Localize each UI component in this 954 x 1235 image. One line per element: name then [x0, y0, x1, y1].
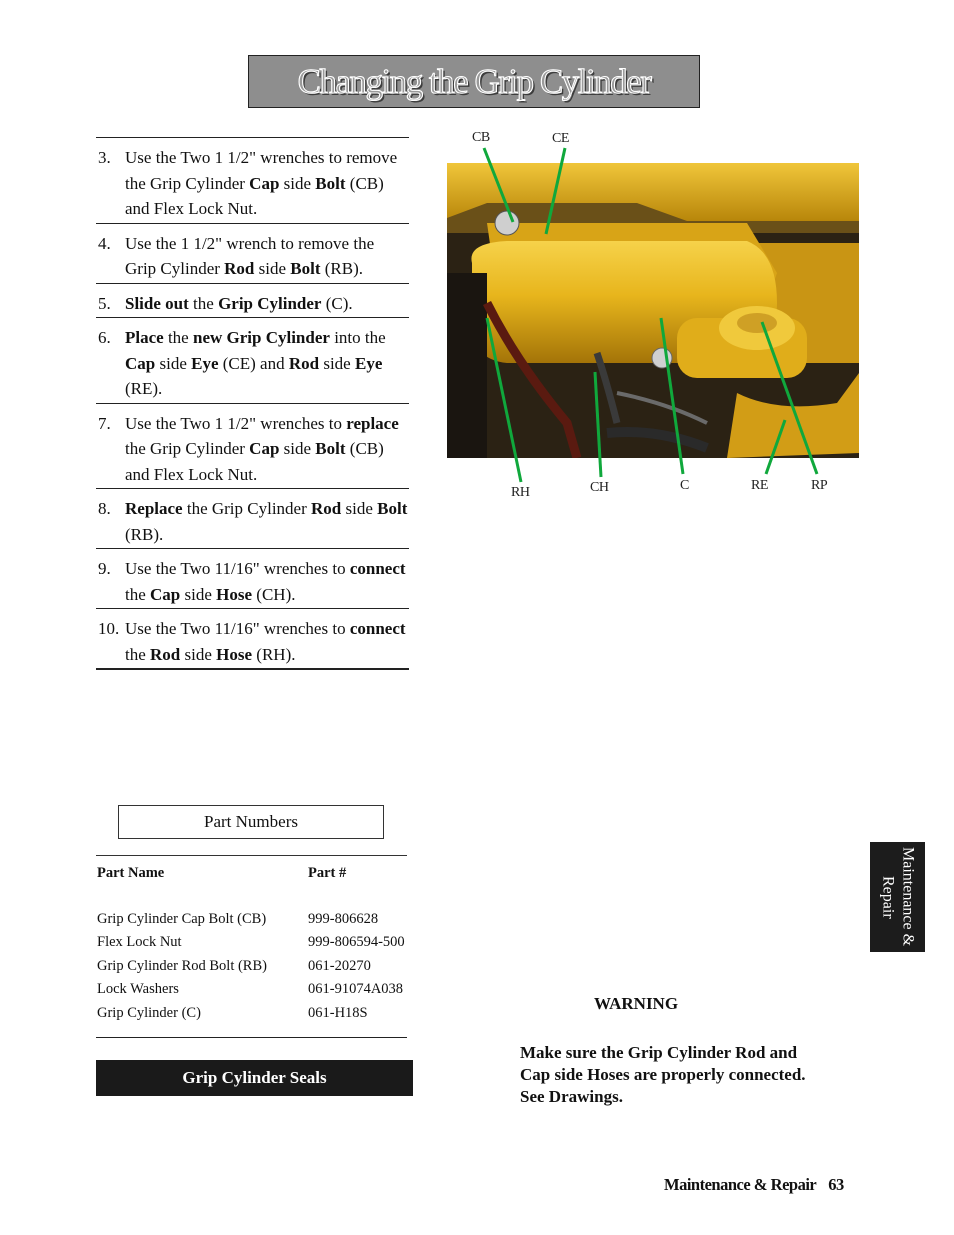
step-number: 3. [98, 148, 111, 167]
step-number: 10. [98, 619, 120, 638]
step-item [96, 284, 409, 319]
page-footer [664, 1175, 844, 1195]
step-text: Replace the Grip Cylinder Rod side Bolt (RB). [125, 499, 408, 544]
step-item [96, 609, 409, 670]
title-banner [248, 55, 700, 108]
step-number: 6. [98, 328, 111, 347]
side-tab-label: Maintenance & Repair [879, 847, 917, 947]
step-item [96, 318, 409, 404]
page-title: Changing the Grip Cylinder [297, 61, 651, 101]
step-number: 5. [98, 293, 111, 313]
step-text: Use the Two 1 1/2" wrenches to remove the Grip Cylinder Cap side Bolt (CB) and Flex Lock Nut. [125, 148, 398, 218]
step-text: Use the Two 11/16" wrenches to connect the Cap side Hose (CH). [125, 559, 406, 604]
step-item [96, 224, 409, 284]
step-text: Use the Two 1 1/2" wrenches to replace the Grip Cylinder Cap side Bolt (CB) and Flex Lock Nut. [125, 413, 399, 484]
part-number-cell: 061-H18S [308, 1004, 368, 1021]
part-numbers-header: Part Numbers [118, 805, 384, 839]
cylinder-illustration [447, 163, 859, 458]
parts-table-row [96, 908, 407, 932]
parts-table-row [96, 931, 407, 955]
part-name-cell: Grip Cylinder Rod Bolt (RB) [97, 957, 267, 974]
warning-title: WARNING [594, 994, 679, 1013]
col-part-name: Part Name [97, 865, 165, 881]
col-part-number: Part # [308, 865, 347, 881]
label-c: C [680, 478, 689, 493]
step-number: 4. [98, 233, 111, 253]
parts-table-row [96, 1002, 407, 1026]
step-item [96, 549, 409, 609]
page-number: 63 [828, 1175, 844, 1194]
section-side-tab[interactable] [870, 842, 925, 952]
part-name-cell: Grip Cylinder Cap Bolt (CB) [97, 910, 267, 927]
label-cb: CB [472, 130, 490, 145]
step-text: Use the Two 11/16" wrenches to connect the Rod side Hose (RH). [125, 619, 406, 664]
label-rh: RH [511, 485, 530, 500]
parts-table-header-row [96, 862, 407, 886]
part-number-cell: 061-91074A038 [308, 981, 404, 997]
step-text: Slide out the Grip Cylinder (C). [125, 293, 353, 313]
steps-list [96, 137, 409, 670]
label-ch: CH [590, 480, 609, 495]
step-number: 9. [98, 559, 111, 578]
warning-body: Make sure the Grip Cylinder Rod and Cap side Hoses are properly connected. See Drawings. [520, 1043, 806, 1106]
parts-table-row [96, 955, 407, 979]
grip-cylinder-seals-bar: Grip Cylinder Seals [96, 1060, 413, 1096]
part-name-cell: Lock Washers [97, 981, 179, 997]
step-number: 8. [98, 499, 111, 518]
step-text: Use the 1 1/2" wrench to remove the Grip Cylinder Rod side Bolt (RB). [125, 233, 375, 278]
part-number-cell: 999-806628 [308, 910, 379, 927]
step-item [96, 138, 409, 224]
step-number: 7. [98, 413, 111, 433]
footer-section: Maintenance & Repair [664, 1175, 817, 1194]
part-number-cell: 999-806594-500 [308, 934, 405, 950]
grip-cylinder-photo [447, 163, 859, 458]
label-ce: CE [552, 131, 569, 146]
part-name-cell: Flex Lock Nut [97, 934, 182, 950]
label-re: RE [751, 478, 768, 493]
part-name-cell: Grip Cylinder (C) [97, 1004, 201, 1021]
step-text: Place the new Grip Cylinder into the Cap side Eye (CE) and Rod side Eye (RE). [125, 328, 386, 398]
parts-table-row [96, 978, 407, 1002]
step-item [96, 404, 409, 490]
step-item [96, 489, 409, 549]
label-rp: RP [811, 478, 828, 493]
parts-table [96, 855, 407, 1038]
part-number-cell: 061-20270 [308, 957, 371, 974]
